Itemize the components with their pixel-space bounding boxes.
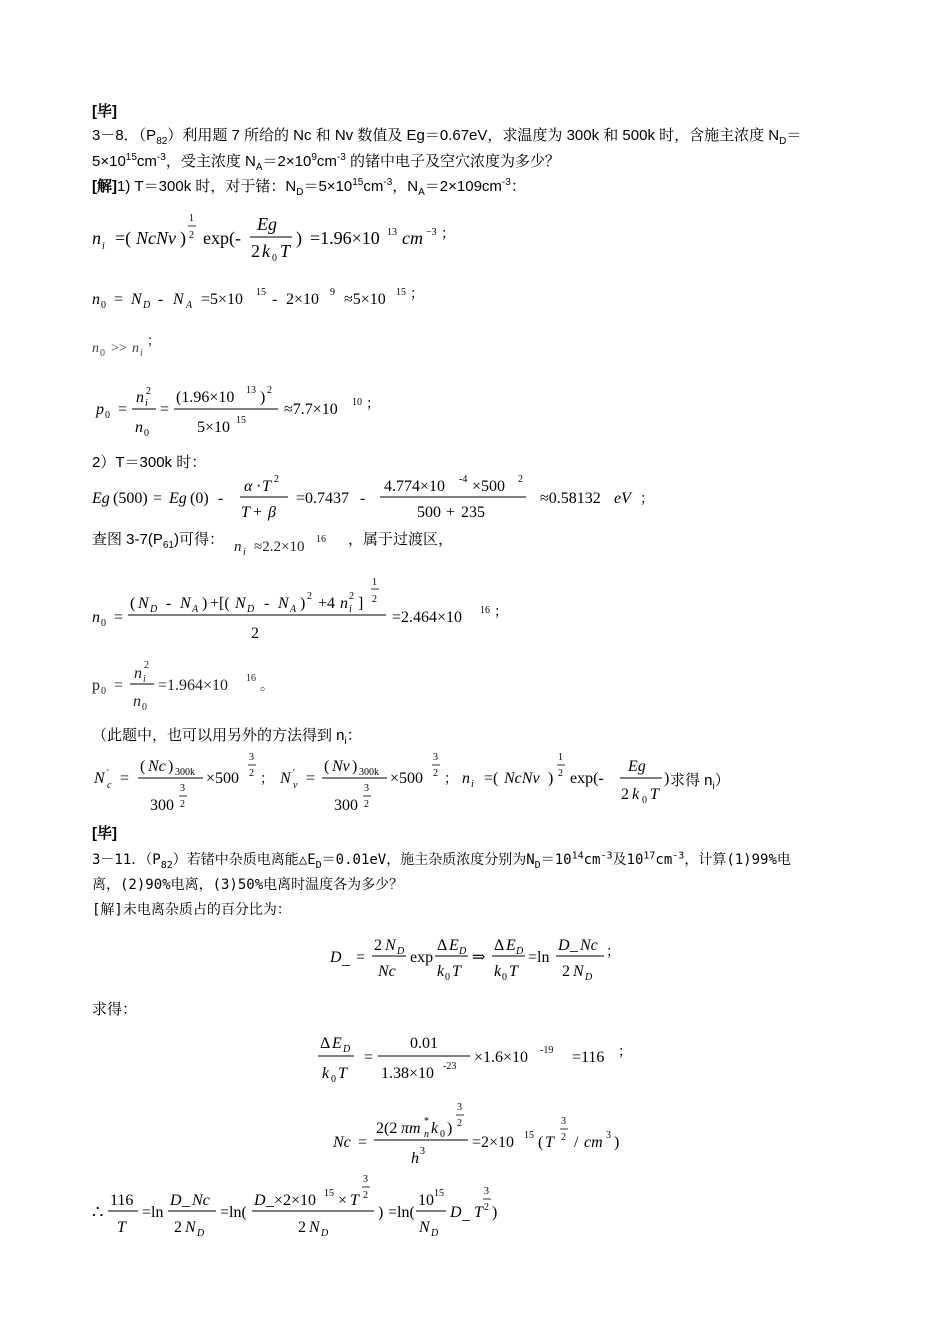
solution-3-11-text: 未电离杂质占的百分比为： bbox=[122, 902, 291, 918]
svg-text:1: 1 bbox=[372, 577, 377, 588]
svg-text:Nc: Nc bbox=[333, 1134, 351, 1151]
svg-text:-: - bbox=[218, 490, 224, 507]
svg-text:E: E bbox=[449, 937, 459, 954]
svg-text:cm: cm bbox=[402, 228, 423, 248]
equation-nc bbox=[332, 1102, 619, 1167]
svg-text:2: 2 bbox=[562, 963, 570, 980]
svg-text:1: 1 bbox=[558, 752, 563, 763]
svg-text:=(: =( bbox=[484, 770, 499, 787]
svg-text:β: β bbox=[268, 504, 276, 521]
svg-text:3: 3 bbox=[433, 752, 438, 763]
svg-text:k: k bbox=[632, 786, 640, 803]
svg-text:T: T bbox=[350, 1192, 359, 1209]
svg-text:2(2: 2(2 bbox=[376, 1120, 398, 1137]
svg-text:2: 2 bbox=[249, 768, 254, 779]
svg-text:=116: =116 bbox=[572, 1049, 605, 1066]
svg-text:Nc: Nc bbox=[378, 963, 396, 980]
svg-text:2: 2 bbox=[433, 768, 438, 779]
svg-text:N: N bbox=[573, 963, 584, 980]
svg-text:9: 9 bbox=[330, 287, 335, 298]
note-line-suffix: 求得 $n_i$） bbox=[670, 772, 730, 792]
svg-text:T: T bbox=[509, 963, 518, 980]
svg-text:k: k bbox=[262, 241, 270, 261]
svg-text:=ln: =ln bbox=[528, 949, 550, 966]
svg-text:n: n bbox=[340, 595, 348, 612]
svg-text:): ) bbox=[352, 758, 358, 775]
svg-text:): ) bbox=[296, 228, 302, 248]
svg-text:N: N bbox=[419, 1219, 430, 1236]
svg-text:10: 10 bbox=[418, 1192, 434, 1209]
svg-text:2: 2 bbox=[274, 474, 279, 485]
svg-text:T: T bbox=[280, 241, 291, 261]
svg-text:=ln(: =ln( bbox=[388, 1204, 415, 1221]
svg-text:≈5×10: ≈5×10 bbox=[344, 291, 386, 308]
svg-text:N: N bbox=[185, 1219, 196, 1236]
svg-text:3: 3 bbox=[363, 1174, 368, 1185]
svg-text:3: 3 bbox=[561, 1116, 566, 1127]
svg-text:N: N bbox=[278, 595, 289, 612]
svg-text:v: v bbox=[293, 780, 298, 791]
svg-text:D: D bbox=[197, 1228, 205, 1239]
svg-text:；: ； bbox=[618, 1045, 632, 1060]
svg-text:): ) bbox=[492, 1204, 498, 1221]
svg-text:T: T bbox=[474, 1204, 483, 1221]
svg-text:0: 0 bbox=[101, 618, 106, 629]
svg-text:N: N bbox=[235, 595, 246, 612]
svg-text:2: 2 bbox=[174, 1219, 182, 1236]
svg-text:-: - bbox=[158, 291, 164, 308]
svg-text:eV: eV bbox=[614, 490, 631, 507]
svg-text:k: k bbox=[431, 1120, 439, 1137]
svg-text:k: k bbox=[494, 963, 502, 980]
svg-text:-19: -19 bbox=[540, 1045, 554, 1056]
svg-text:(0): (0) bbox=[190, 490, 209, 507]
svg-text:3: 3 bbox=[180, 783, 185, 794]
svg-text:c: c bbox=[107, 780, 112, 791]
svg-text:0: 0 bbox=[105, 410, 110, 421]
problem-3-11-line-1: 3－11．$(P_{82})$若锗中杂质电离能$\triangle E_D=0.01eV$，施主杂质浓度分别为$N_D=10^{14}cm^{-3}$及$10^{17}cm^{-3}$，计算(1)99%电 bbox=[92, 850, 791, 871]
svg-text:500: 500 bbox=[417, 504, 441, 521]
svg-text:=: = bbox=[358, 1134, 368, 1151]
svg-text:exp(-: exp(- bbox=[203, 228, 241, 248]
svg-text:0: 0 bbox=[101, 686, 106, 697]
svg-text:T: T bbox=[650, 786, 659, 803]
svg-text:n: n bbox=[92, 228, 101, 248]
svg-text:n: n bbox=[135, 419, 143, 436]
svg-text:*: * bbox=[424, 1116, 429, 1127]
svg-text:T: T bbox=[452, 963, 461, 980]
svg-text:Eg: Eg bbox=[257, 214, 277, 234]
equation-116 bbox=[318, 1035, 632, 1085]
svg-text:；: ； bbox=[441, 227, 455, 242]
svg-text:2: 2 bbox=[267, 385, 272, 396]
svg-text:A: A bbox=[290, 604, 297, 615]
svg-text:2: 2 bbox=[307, 591, 312, 602]
svg-text:1.38×10: 1.38×10 bbox=[381, 1065, 435, 1082]
svg-text:15: 15 bbox=[396, 287, 406, 298]
svg-text:n: n bbox=[92, 341, 99, 356]
svg-text:3: 3 bbox=[249, 752, 254, 763]
svg-text:；: ； bbox=[366, 397, 380, 412]
svg-text:+[(: +[( bbox=[210, 595, 230, 612]
svg-text:n: n bbox=[234, 539, 242, 555]
svg-text:A: A bbox=[186, 300, 193, 311]
svg-text:D: D bbox=[397, 946, 405, 957]
svg-text:D: D bbox=[330, 949, 342, 966]
svg-text:Nc: Nc bbox=[148, 758, 166, 775]
svg-text:⇒: ⇒ bbox=[472, 949, 486, 966]
svg-text:0: 0 bbox=[272, 253, 277, 264]
lookup-line-a: 查图 $3-7(P_{61})$可得： bbox=[92, 531, 224, 551]
svg-text:15: 15 bbox=[236, 415, 246, 426]
svg-text:300k: 300k bbox=[359, 767, 379, 778]
equation-therefore bbox=[92, 1174, 497, 1239]
svg-text:cm: cm bbox=[584, 1134, 603, 1151]
svg-text:=: = bbox=[356, 949, 366, 966]
svg-text:2: 2 bbox=[180, 799, 185, 810]
svg-text:D: D bbox=[150, 604, 158, 615]
svg-text:=: = bbox=[114, 677, 124, 694]
svg-text:2: 2 bbox=[484, 1202, 489, 1213]
svg-text:+4: +4 bbox=[318, 595, 336, 612]
svg-text:k: k bbox=[437, 963, 445, 980]
svg-text:Δ: Δ bbox=[494, 937, 505, 954]
svg-text:；: ； bbox=[444, 772, 458, 787]
svg-text:-23: -23 bbox=[443, 1061, 457, 1072]
svg-text:=2×10: =2×10 bbox=[472, 1134, 515, 1151]
svg-text:2: 2 bbox=[251, 625, 259, 642]
svg-text:N: N bbox=[385, 937, 396, 954]
svg-text:n: n bbox=[462, 770, 470, 787]
svg-text:πm: πm bbox=[401, 1120, 421, 1137]
svg-text:p: p bbox=[92, 677, 100, 694]
svg-text:D: D bbox=[558, 937, 570, 954]
svg-text:E: E bbox=[506, 937, 516, 954]
svg-text:4.774×10: 4.774×10 bbox=[384, 478, 446, 495]
svg-text:；: ； bbox=[640, 492, 654, 507]
svg-text:exp(-: exp(- bbox=[570, 770, 604, 787]
svg-text:): ) bbox=[548, 770, 554, 787]
svg-text:16: 16 bbox=[480, 605, 490, 616]
svg-text:T: T bbox=[338, 1065, 347, 1082]
svg-text:0: 0 bbox=[331, 1074, 336, 1085]
svg-text:): ) bbox=[202, 595, 208, 612]
svg-text:≈2.2×10: ≈2.2×10 bbox=[254, 539, 305, 555]
svg-text:2: 2 bbox=[349, 591, 354, 602]
svg-text:+: + bbox=[446, 504, 456, 521]
svg-text:(: ( bbox=[140, 758, 146, 775]
svg-text:N: N bbox=[131, 291, 142, 308]
svg-text:-: - bbox=[264, 595, 270, 612]
svg-text:T: T bbox=[241, 504, 250, 521]
svg-text:N: N bbox=[138, 595, 149, 612]
svg-text:+: + bbox=[253, 504, 263, 521]
svg-text:Δ: Δ bbox=[320, 1035, 331, 1052]
svg-text:5×10: 5×10 bbox=[197, 419, 231, 436]
svg-text:2: 2 bbox=[558, 768, 563, 779]
svg-text:-: - bbox=[360, 490, 366, 507]
svg-text:A: A bbox=[192, 604, 199, 615]
svg-text:-4: -4 bbox=[459, 474, 468, 485]
svg-text:−3: −3 bbox=[426, 227, 437, 238]
svg-text:T: T bbox=[262, 478, 271, 495]
svg-text:0: 0 bbox=[101, 300, 106, 311]
svg-text:×500: ×500 bbox=[206, 770, 240, 787]
svg-text:N: N bbox=[309, 1219, 320, 1236]
svg-text:；: ； bbox=[410, 287, 424, 302]
svg-text:D: D bbox=[516, 946, 524, 957]
svg-text:N: N bbox=[280, 770, 291, 787]
svg-text:0: 0 bbox=[445, 972, 450, 983]
svg-text:16: 16 bbox=[246, 673, 256, 684]
svg-text:T: T bbox=[117, 1219, 126, 1236]
svg-text:Nv: Nv bbox=[332, 758, 350, 775]
solution-label-2: [解] bbox=[92, 902, 123, 918]
svg-text:D: D bbox=[450, 1204, 462, 1221]
svg-text:_: _ bbox=[462, 1206, 470, 1223]
svg-text:>>: >> bbox=[111, 341, 127, 356]
svg-text:300: 300 bbox=[150, 797, 174, 814]
lookup-line-b: ，属于过渡区， bbox=[348, 531, 454, 548]
svg-text:]: ] bbox=[358, 595, 364, 612]
svg-text:n: n bbox=[92, 609, 100, 626]
svg-text:Eg: Eg bbox=[169, 490, 187, 507]
svg-text:10: 10 bbox=[352, 397, 362, 408]
svg-text:1: 1 bbox=[189, 213, 194, 224]
svg-text:): ) bbox=[614, 1134, 620, 1151]
svg-text:n: n bbox=[134, 665, 142, 682]
svg-text:2: 2 bbox=[457, 1118, 462, 1129]
svg-text:2×10: 2×10 bbox=[286, 291, 320, 308]
svg-text:×1.6×10: ×1.6×10 bbox=[474, 1049, 529, 1066]
svg-text:3: 3 bbox=[420, 1146, 425, 1157]
svg-text:2: 2 bbox=[374, 937, 382, 954]
svg-text:∴: ∴ bbox=[92, 1202, 104, 1222]
svg-text:T: T bbox=[545, 1134, 554, 1151]
svg-text:D: D bbox=[585, 972, 593, 983]
svg-text:): ) bbox=[300, 595, 306, 612]
solution-3-8-intro: [解]1) T＝300k 时，对于锗：$N_D=5\times 10^{15}cm^{-3}$，$N_A=2\times 109cm^{-3}$： bbox=[92, 177, 526, 198]
svg-text:×500: ×500 bbox=[390, 770, 424, 787]
svg-text:Nc: Nc bbox=[192, 1192, 210, 1209]
svg-text:0: 0 bbox=[440, 1129, 445, 1140]
svg-text:13: 13 bbox=[246, 385, 256, 396]
svg-text:D: D bbox=[431, 1228, 439, 1239]
svg-text:0: 0 bbox=[144, 428, 149, 439]
end-mark-2: [毕] bbox=[92, 825, 117, 842]
svg-text:n: n bbox=[132, 341, 139, 356]
svg-text:n: n bbox=[92, 291, 100, 308]
svg-text:0: 0 bbox=[142, 702, 147, 713]
svg-text:300k: 300k bbox=[175, 767, 195, 778]
svg-text:0: 0 bbox=[642, 795, 647, 806]
svg-text:N: N bbox=[180, 595, 191, 612]
svg-text:15: 15 bbox=[324, 1188, 334, 1199]
svg-text:h: h bbox=[411, 1150, 419, 1167]
svg-text:i: i bbox=[140, 348, 143, 359]
svg-text:2: 2 bbox=[144, 660, 149, 671]
svg-text:n: n bbox=[133, 693, 141, 710]
svg-text:2: 2 bbox=[146, 386, 151, 397]
svg-text:300: 300 bbox=[334, 797, 358, 814]
svg-text:i: i bbox=[471, 779, 474, 790]
svg-text:=1.96×10: =1.96×10 bbox=[310, 228, 380, 248]
note-line: （此题中，也可以用另外的方法得到 $n_i$： bbox=[92, 727, 362, 747]
svg-text:/: / bbox=[574, 1134, 579, 1151]
svg-text:3: 3 bbox=[606, 1130, 611, 1141]
problem-3-8-line-1: 3－8．$(P_{82})$利用题 7 所给的 Nc 和 Nv 数值及 Eg＝0.67eV，求温度为 300k 和 500k 时，含施主浓度 $N_D=$ bbox=[92, 127, 802, 147]
svg-text:=: = bbox=[114, 609, 124, 626]
obtain-label: 求得： bbox=[92, 1001, 138, 1018]
svg-text:n: n bbox=[424, 1129, 429, 1140]
svg-text:D: D bbox=[321, 1228, 329, 1239]
svg-text:=5×10: =5×10 bbox=[201, 291, 244, 308]
svg-text:i: i bbox=[145, 398, 148, 409]
svg-text:N: N bbox=[94, 770, 105, 787]
svg-text:2: 2 bbox=[372, 594, 377, 605]
svg-text:): ) bbox=[260, 389, 266, 406]
svg-text:≈0.58132: ≈0.58132 bbox=[540, 490, 601, 507]
svg-text:×500: ×500 bbox=[472, 478, 506, 495]
svg-text:2: 2 bbox=[298, 1219, 306, 1236]
svg-text:=0.7437: =0.7437 bbox=[296, 490, 350, 507]
svg-text:·: · bbox=[256, 478, 262, 495]
svg-text:3: 3 bbox=[457, 1102, 462, 1113]
svg-text:×: × bbox=[338, 1192, 348, 1209]
svg-text:k: k bbox=[322, 1065, 330, 1082]
svg-text:α: α bbox=[244, 478, 253, 495]
svg-text:=: = bbox=[306, 770, 316, 787]
svg-text:D: D bbox=[254, 1192, 266, 1209]
svg-text:D: D bbox=[143, 300, 151, 311]
svg-text:D: D bbox=[247, 604, 255, 615]
svg-text:Eg: Eg bbox=[92, 490, 110, 507]
svg-text:15: 15 bbox=[256, 287, 266, 298]
svg-text:-: - bbox=[272, 291, 278, 308]
svg-text:D: D bbox=[343, 1044, 351, 1055]
svg-text:): ) bbox=[664, 770, 670, 787]
svg-text:2: 2 bbox=[621, 786, 629, 803]
problem-3-11-line-2: 离，(2)90%电离，(3)50%电离时温度各为多少？ bbox=[92, 877, 404, 893]
svg-text:): ) bbox=[447, 1120, 453, 1137]
svg-text:E: E bbox=[332, 1035, 342, 1052]
svg-text:15: 15 bbox=[434, 1188, 444, 1199]
svg-text:0: 0 bbox=[502, 972, 507, 983]
svg-text:2: 2 bbox=[518, 474, 523, 485]
svg-text:3: 3 bbox=[484, 1186, 489, 1197]
svg-text:2: 2 bbox=[363, 1190, 368, 1201]
part-2-label: 2）T＝300k 时： bbox=[92, 454, 207, 471]
svg-text:': ' bbox=[293, 768, 295, 779]
svg-text:；: ； bbox=[260, 772, 274, 787]
svg-text:Nc: Nc bbox=[580, 937, 598, 954]
svg-text:235: 235 bbox=[461, 504, 485, 521]
svg-text:i: i bbox=[143, 674, 146, 685]
svg-text:_: _ bbox=[182, 1192, 190, 1209]
svg-text:15: 15 bbox=[524, 1130, 534, 1141]
svg-text:2: 2 bbox=[364, 799, 369, 810]
svg-text:2: 2 bbox=[561, 1132, 566, 1143]
end-mark: [毕] bbox=[92, 103, 117, 120]
svg-text:exp: exp bbox=[410, 949, 434, 966]
svg-text:i: i bbox=[102, 241, 105, 252]
svg-text:=(: =( bbox=[115, 228, 132, 248]
svg-text:): ) bbox=[180, 228, 186, 248]
svg-text:i: i bbox=[243, 547, 246, 558]
svg-text:；: ； bbox=[494, 605, 508, 620]
svg-text:n: n bbox=[136, 389, 144, 406]
problem-3-8-line-2: $5\times 10^{15}cm^{-3}$，受主浓度 $N_A=2\times 10^9cm^{-3}$ 的锗中电子及空穴浓度为多少？ bbox=[92, 152, 560, 173]
svg-text:(1.96×10: (1.96×10 bbox=[176, 389, 235, 406]
svg-text:_×2×10: _×2×10 bbox=[266, 1192, 317, 1209]
svg-text:；: ； bbox=[606, 945, 620, 960]
svg-text:_: _ bbox=[342, 951, 350, 968]
svg-text:(500): (500) bbox=[113, 490, 148, 507]
svg-text:0: 0 bbox=[100, 348, 105, 359]
svg-text:N: N bbox=[173, 291, 184, 308]
svg-text:3: 3 bbox=[364, 783, 369, 794]
svg-text:NcNv: NcNv bbox=[136, 228, 176, 248]
solution-label: [解] bbox=[92, 178, 117, 195]
svg-text:(: ( bbox=[538, 1134, 544, 1151]
svg-text:0.01: 0.01 bbox=[410, 1035, 438, 1052]
svg-text:13: 13 bbox=[387, 227, 397, 238]
svg-text:): ) bbox=[168, 758, 174, 775]
svg-text:NcNv: NcNv bbox=[504, 770, 540, 787]
svg-text:≈7.7×10: ≈7.7×10 bbox=[284, 401, 338, 418]
svg-text:=: = bbox=[153, 490, 163, 507]
svg-text:_: _ bbox=[570, 937, 578, 954]
svg-text:2: 2 bbox=[189, 230, 194, 241]
svg-text:=2.464×10: =2.464×10 bbox=[392, 609, 463, 626]
svg-text:=: = bbox=[118, 401, 128, 418]
svg-text:=ln: =ln bbox=[142, 1204, 164, 1221]
svg-text:116: 116 bbox=[110, 1192, 134, 1209]
svg-text:=: = bbox=[120, 770, 130, 787]
svg-text:p: p bbox=[96, 401, 104, 418]
svg-text:(: ( bbox=[130, 595, 136, 612]
svg-text:Eg: Eg bbox=[628, 758, 646, 775]
svg-text:=1.964×10: =1.964×10 bbox=[158, 677, 229, 694]
svg-text:16: 16 bbox=[316, 534, 326, 545]
svg-text:-: - bbox=[166, 595, 172, 612]
svg-text:i: i bbox=[349, 604, 352, 615]
svg-text:。: 。 bbox=[260, 679, 274, 694]
svg-text:=: = bbox=[114, 291, 124, 308]
svg-text:): ) bbox=[378, 1204, 384, 1221]
svg-text:=: = bbox=[160, 401, 170, 418]
svg-text:': ' bbox=[107, 768, 109, 779]
svg-text:D: D bbox=[459, 946, 467, 957]
svg-text:D: D bbox=[170, 1192, 182, 1209]
svg-text:=: = bbox=[364, 1049, 374, 1066]
svg-text:；: ； bbox=[147, 333, 161, 348]
svg-text:Δ: Δ bbox=[437, 937, 448, 954]
svg-text:2: 2 bbox=[251, 241, 260, 261]
svg-text:(: ( bbox=[324, 758, 330, 775]
svg-text:=ln(: =ln( bbox=[220, 1204, 247, 1221]
